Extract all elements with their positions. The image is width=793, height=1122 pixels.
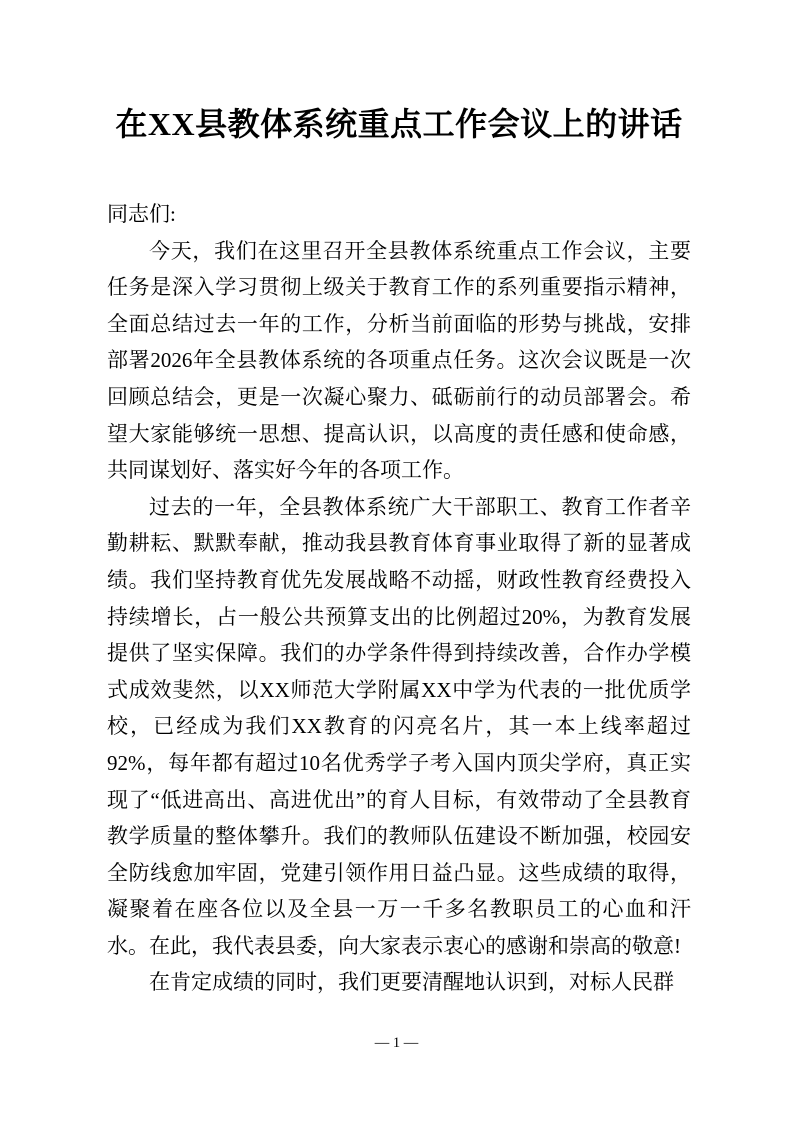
paragraph-2: 过去的一年，全县教体系统广大干部职工、教育工作者辛勤耕耘、默默奉献，推动我县教育体育事业取得了新的显著成绩。我们坚持教育优先发展战略不动摇，财政性教育经费投入持续增长，占一般公共预算支出的比例超过20%，为教育发展提供了坚实保障。我们的办学条件得到持续改善，合作办学模式成效斐然，以XX师范大学附属XX中学为代表的一批优质学校，已经成为我们XX教育的闪亮名片，其一本上线率超过92%，每年都有超过10名优秀学子考入国内顶尖学府，真正实现了“低进高出、高进优出”的育人目标，有效带动了全县教育教学质量的整体攀升。我们的教师队伍建设不断加强，校园安全防线愈加牢固，党建引领作用日益凸显。这些成绩的取得，凝聚着在座各位以及全县一万一千多名教职员工的心血和汗水。在此，我代表县委，向大家表示衷心的感谢和崇高的敬意! [107,494,691,958]
document-title: 在XX县教体系统重点工作会议上的讲话 [115,106,683,142]
paragraph-1: 今天，我们在这里召开全县教体系统重点工作会议，主要任务是深入学习贯彻上级关于教育工作的系列重要指示精神，全面总结过去一年的工作，分析当前面临的形势与挑战，安排部署2026年全县教体系统的各项重点任务。这次会议既是一次回顾总结会，更是一次凝心聚力、砥砺前行的动员部署会。希望大家能够统一思想、提高认识，以高度的责任感和使命感，共同谋划好、落实好今年的各项工作。 [107,238,691,483]
paragraph-3: 在肯定成绩的同时，我们更要清醒地认识到，对标人民群 [149,970,674,995]
page-number: — 1 — [374,1035,419,1051]
document-body [107,196,691,1001]
document-content [107,98,691,1001]
salutation: 同志们: [107,202,176,226]
